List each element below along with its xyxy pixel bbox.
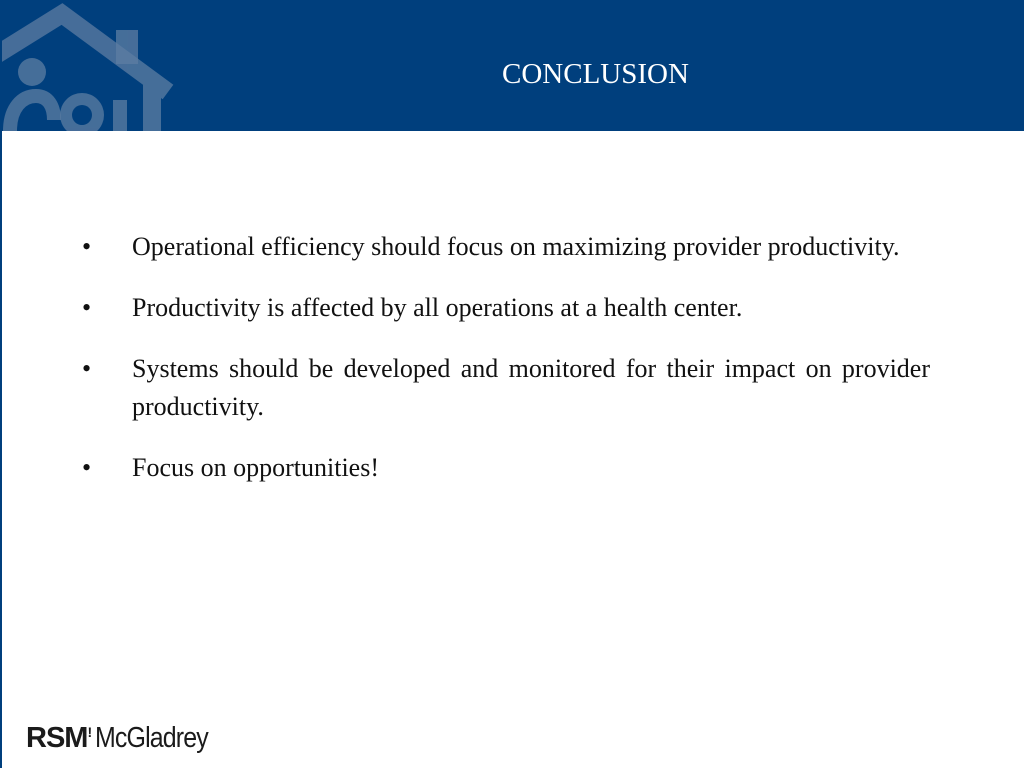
company-logo — [26, 722, 226, 755]
logo-rsm: RSM — [26, 722, 88, 754]
bullet-item — [82, 350, 930, 426]
bullet-marker: • — [82, 453, 92, 482]
bullet-text: Focus on opportunities! — [132, 453, 379, 482]
slide-title: CONCLUSION — [502, 58, 689, 90]
title-bar — [2, 0, 1024, 131]
bullet-text: Systems should be developed and monitored for their impact on provider productivity. — [132, 354, 930, 421]
bullet-list — [82, 228, 930, 510]
bullet-marker: • — [82, 354, 92, 383]
bullet-item — [82, 289, 930, 327]
bullet-text: Operational efficiency should focus on maximizing provider productivity. — [132, 232, 900, 261]
bullet-text: Productivity is affected by all operations at a health center. — [132, 293, 743, 322]
bullet-marker: • — [82, 293, 92, 322]
house-people-logo-icon — [2, 0, 192, 131]
bullet-marker: • — [82, 232, 92, 261]
bullet-item — [82, 228, 930, 266]
logo-name: McGladrey — [95, 722, 208, 754]
logo-mark: ! — [87, 724, 92, 740]
bullet-item — [82, 449, 930, 487]
